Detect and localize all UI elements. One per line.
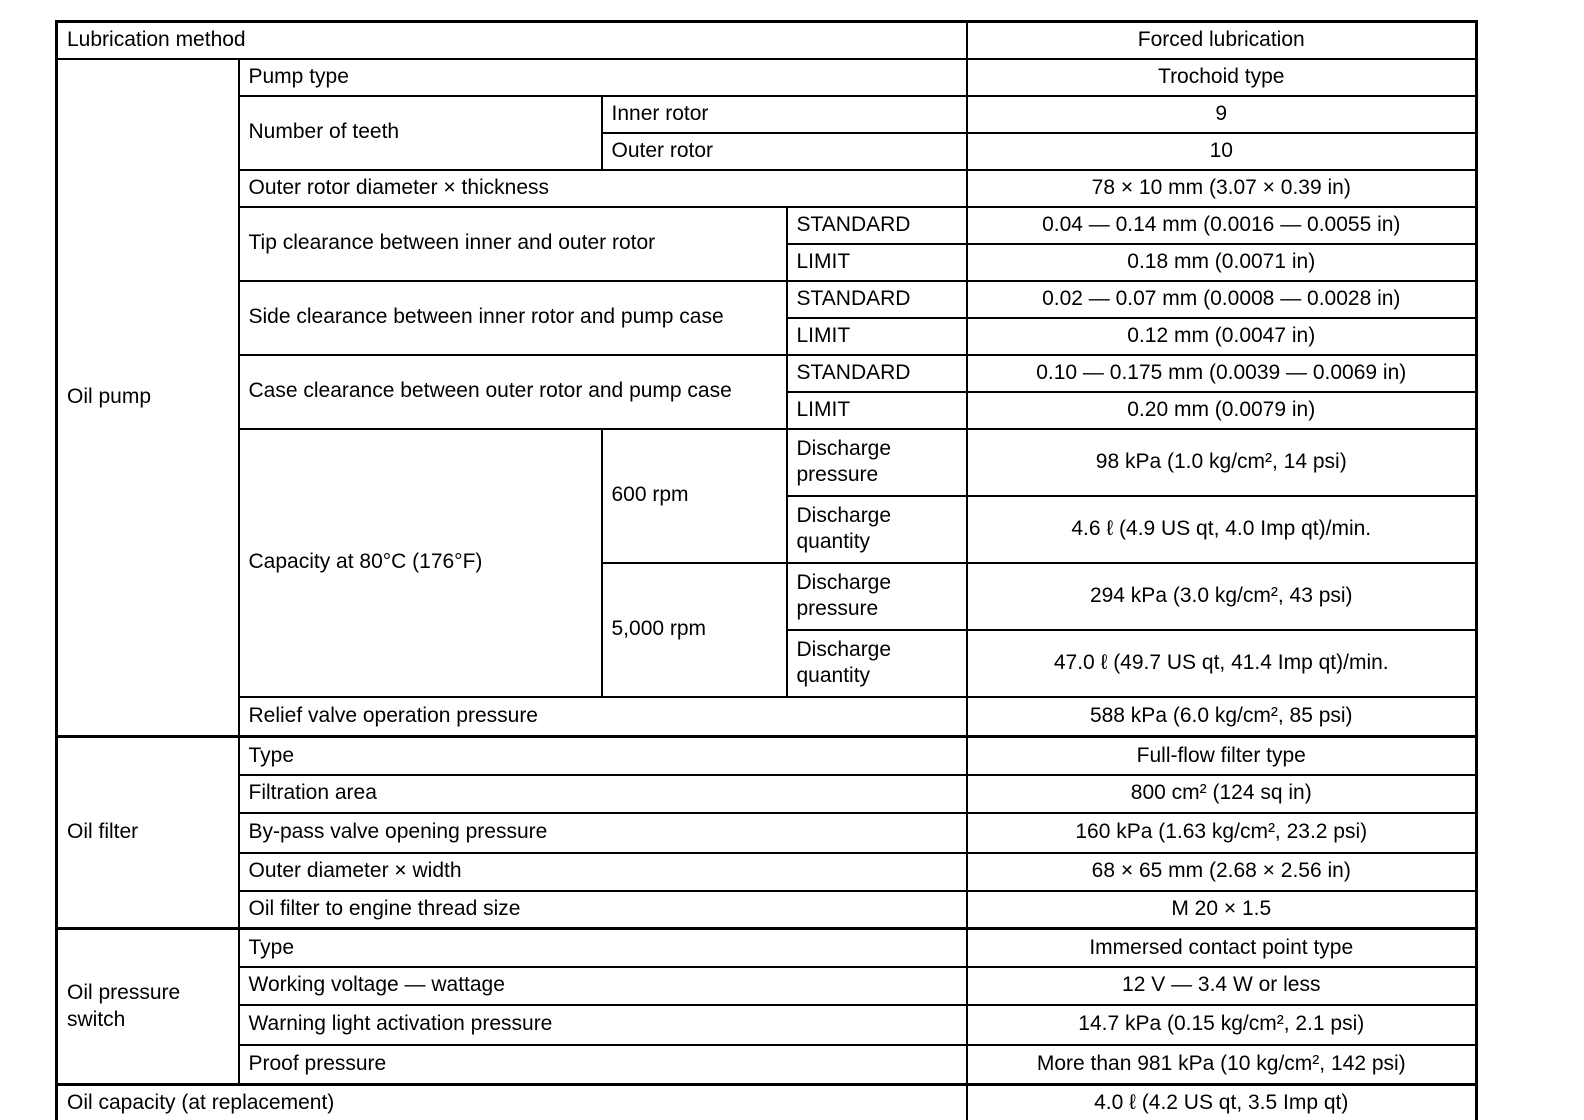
row-outer-rotor-dim bbox=[57, 170, 1477, 207]
side-clearance-standard-label: STANDARD bbox=[787, 281, 967, 318]
switch-type-label: Type bbox=[239, 929, 967, 967]
filter-type-label: Type bbox=[239, 737, 967, 775]
row-pump-type bbox=[57, 59, 1477, 96]
outer-rotor-dim-value: 78 × 10 mm (3.07 × 0.39 in) bbox=[967, 170, 1477, 207]
tip-clearance-standard-value: 0.04 — 0.14 mm (0.0016 — 0.0055 in) bbox=[967, 207, 1477, 244]
outer-rotor-value: 10 bbox=[967, 133, 1477, 170]
oil-capacity-label: Oil capacity (at replacement) bbox=[57, 1085, 967, 1120]
row-600rpm-pressure bbox=[57, 429, 1477, 496]
section-oil-pump-label: Oil pump bbox=[57, 59, 239, 737]
rpm-5000-label: 5,000 rpm bbox=[602, 563, 787, 697]
thread-size-value: M 20 × 1.5 bbox=[967, 891, 1477, 929]
section-oil-filter-label: Oil filter bbox=[57, 737, 239, 929]
row-lubrication-method bbox=[57, 22, 1477, 59]
row-oil-capacity bbox=[57, 1085, 1477, 1120]
bypass-valve-value: 160 kPa (1.63 kg/cm², 23.2 psi) bbox=[967, 813, 1477, 853]
oil-capacity-value: 4.0 ℓ (4.2 US qt, 3.5 Imp qt) bbox=[967, 1085, 1477, 1120]
side-clearance-limit-value: 0.12 mm (0.0047 in) bbox=[967, 318, 1477, 355]
filter-dim-value: 68 × 65 mm (2.68 × 2.56 in) bbox=[967, 853, 1477, 891]
filter-dim-label: Outer diameter × width bbox=[239, 853, 967, 891]
inner-rotor-value: 9 bbox=[967, 96, 1477, 133]
row-switch-type bbox=[57, 929, 1477, 967]
row-bypass-valve bbox=[57, 813, 1477, 853]
rpm-600-label: 600 rpm bbox=[602, 429, 787, 563]
discharge-quantity-5000-value: 47.0 ℓ (49.7 US qt, 41.4 Imp qt)/min. bbox=[967, 630, 1477, 697]
proof-pressure-label: Proof pressure bbox=[239, 1045, 967, 1085]
discharge-pressure-5000-value: 294 kPa (3.0 kg/cm², 43 psi) bbox=[967, 563, 1477, 630]
row-inner-rotor bbox=[57, 96, 1477, 133]
tip-clearance-limit-label: LIMIT bbox=[787, 244, 967, 281]
row-proof-pressure bbox=[57, 1045, 1477, 1085]
discharge-pressure-600-value: 98 kPa (1.0 kg/cm², 14 psi) bbox=[967, 429, 1477, 496]
row-warning-light bbox=[57, 1005, 1477, 1045]
tip-clearance-label: Tip clearance between inner and outer rotor bbox=[239, 207, 787, 281]
discharge-quantity-600-label: Discharge quantity bbox=[787, 496, 967, 563]
filter-type-value: Full-flow filter type bbox=[967, 737, 1477, 775]
switch-type-value: Immersed contact point type bbox=[967, 929, 1477, 967]
bypass-valve-label: By-pass valve opening pressure bbox=[239, 813, 967, 853]
row-thread-size bbox=[57, 891, 1477, 929]
discharge-pressure-5000-label: Discharge pressure bbox=[787, 563, 967, 630]
working-voltage-label: Working voltage — wattage bbox=[239, 967, 967, 1005]
case-clearance-label: Case clearance between outer rotor and pump case bbox=[239, 355, 787, 429]
outer-rotor-dim-label: Outer rotor diameter × thickness bbox=[239, 170, 967, 207]
number-of-teeth-label: Number of teeth bbox=[239, 96, 602, 170]
proof-pressure-value: More than 981 kPa (10 kg/cm², 142 psi) bbox=[967, 1045, 1477, 1085]
case-clearance-standard-value: 0.10 — 0.175 mm (0.0039 — 0.0069 in) bbox=[967, 355, 1477, 392]
row-filter-type bbox=[57, 737, 1477, 775]
outer-rotor-label: Outer rotor bbox=[602, 133, 967, 170]
case-clearance-limit-label: LIMIT bbox=[787, 392, 967, 429]
row-case-clearance-standard bbox=[57, 355, 1477, 392]
row-working-voltage bbox=[57, 967, 1477, 1005]
side-clearance-standard-value: 0.02 — 0.07 mm (0.0008 — 0.0028 in) bbox=[967, 281, 1477, 318]
row-filtration-area bbox=[57, 775, 1477, 813]
discharge-quantity-5000-label: Discharge quantity bbox=[787, 630, 967, 697]
side-clearance-label: Side clearance between inner rotor and pump case bbox=[239, 281, 787, 355]
pump-type-label: Pump type bbox=[239, 59, 967, 96]
side-clearance-limit-label: LIMIT bbox=[787, 318, 967, 355]
tip-clearance-standard-label: STANDARD bbox=[787, 207, 967, 244]
case-clearance-limit-value: 0.20 mm (0.0079 in) bbox=[967, 392, 1477, 429]
relief-valve-label: Relief valve operation pressure bbox=[239, 697, 967, 737]
case-clearance-standard-label: STANDARD bbox=[787, 355, 967, 392]
relief-valve-value: 588 kPa (6.0 kg/cm², 85 psi) bbox=[967, 697, 1477, 737]
warning-light-value: 14.7 kPa (0.15 kg/cm², 2.1 psi) bbox=[967, 1005, 1477, 1045]
filtration-area-value: 800 cm² (124 sq in) bbox=[967, 775, 1477, 813]
capacity-label: Capacity at 80°C (176°F) bbox=[239, 429, 602, 697]
working-voltage-value: 12 V — 3.4 W or less bbox=[967, 967, 1477, 1005]
inner-rotor-label: Inner rotor bbox=[602, 96, 967, 133]
row-relief-valve bbox=[57, 697, 1477, 737]
row-filter-dim bbox=[57, 853, 1477, 891]
lubrication-method-label: Lubrication method bbox=[57, 22, 967, 59]
section-oil-pressure-switch-label: Oil pressure switch bbox=[57, 929, 239, 1085]
filtration-area-label: Filtration area bbox=[239, 775, 967, 813]
pump-type-value: Trochoid type bbox=[967, 59, 1477, 96]
row-tip-clearance-standard bbox=[57, 207, 1477, 244]
discharge-quantity-600-value: 4.6 ℓ (4.9 US qt, 4.0 Imp qt)/min. bbox=[967, 496, 1477, 563]
tip-clearance-limit-value: 0.18 mm (0.0071 in) bbox=[967, 244, 1477, 281]
lubrication-spec-table bbox=[55, 20, 1478, 1120]
lubrication-method-value: Forced lubrication bbox=[967, 22, 1477, 59]
row-side-clearance-standard bbox=[57, 281, 1477, 318]
discharge-pressure-600-label: Discharge pressure bbox=[787, 429, 967, 496]
warning-light-label: Warning light activation pressure bbox=[239, 1005, 967, 1045]
thread-size-label: Oil filter to engine thread size bbox=[239, 891, 967, 929]
